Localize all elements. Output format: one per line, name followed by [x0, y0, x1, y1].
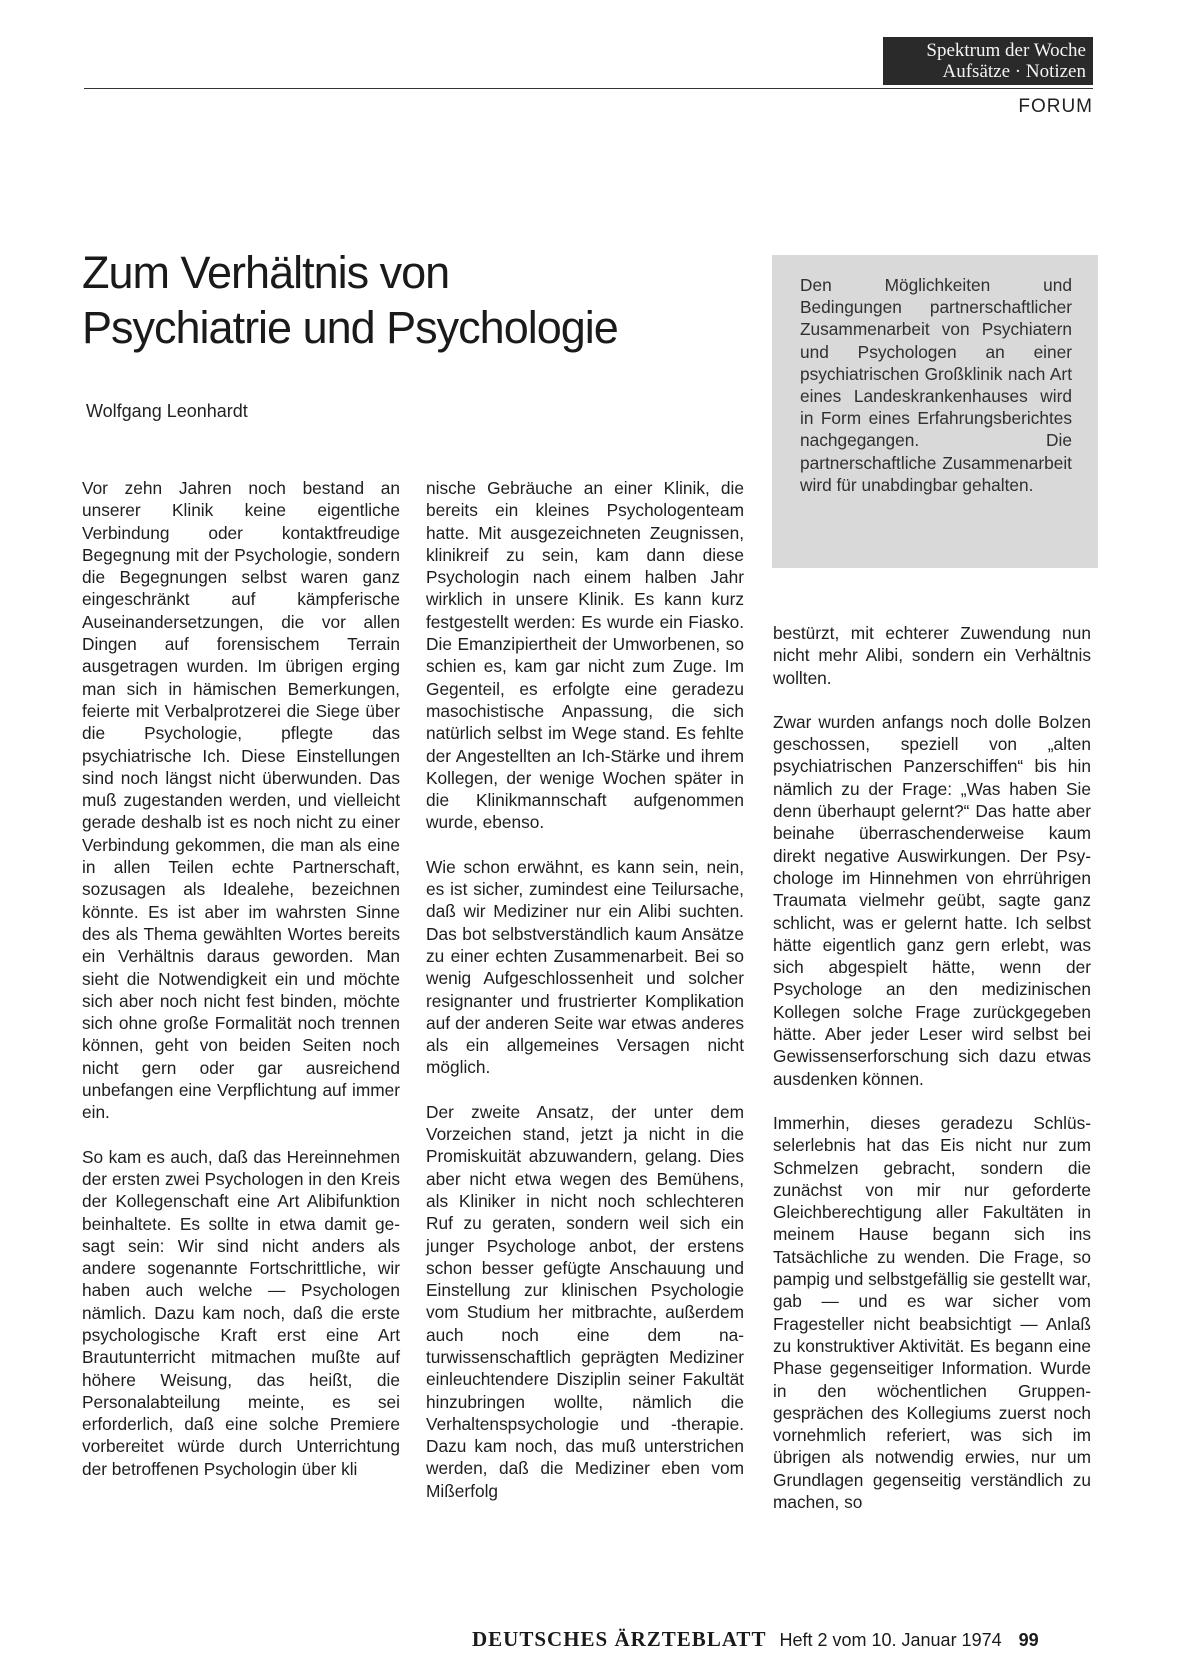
journal-name: DEUTSCHES ÄRZTEBLATT	[472, 1627, 767, 1651]
issue-info: Heft 2 vom 10. Januar 1974	[779, 1630, 1002, 1650]
paragraph: Zwar wurden anfangs noch dolle Bolzen geschossen, speziell von „alten psychiatrischen Panzerschiffen“ bis hin nämlich zu der Frage: „Was haben Sie denn überhaupt gelernt?“ Das hatte aber beinahe überraschenderweise kaum direkt negative Auswirkungen. Der Psychologe im Hinnehmen von ehrrührigen Traumata vielmehr geübt, sagte ganz schlicht, was er gelernt hatte. Ich selbst hätte eigentlich ganz gern erlebt, was sich abgespielt hätte, wenn der Psychologe an den medizinischen Kollegen solche Frage zurückgegeben hätte. Aber jeder Leser wird selbst bei Gewissenserforschung sich dazu etwas ausdenken können.	[773, 711, 1091, 1089]
section-tag-line1: Spektrum der Woche	[926, 40, 1086, 61]
paragraph: Wie schon erwähnt, es kann sein, nein, es ist sicher, zumindest eine Teilursache, daß wir Mediziner nur ein Alibi suchten. Das bot selbstverständlich kaum Ansätze zu einer echten Zusammenarbeit. Bei so wenig Aufgeschlossenheit und solcher resignanter und frustrierter Komplikation auf der anderen Seite war etwas anderes als ein allgemeines Versagen nicht möglich.	[426, 856, 744, 1078]
article-title	[82, 245, 618, 355]
paragraph: bestürzt, mit echterer Zuwendung nun nicht mehr Alibi, sondern ein Verhältnis wollten.	[773, 623, 1091, 688]
section-label: FORUM	[1018, 96, 1093, 117]
author-name: Wolfgang Leonhardt	[86, 401, 248, 421]
title-line-1: Zum Verhältnis von	[82, 247, 450, 298]
text-column-2	[426, 477, 744, 1524]
title-line-2: Psychiatrie und Psychologie	[82, 302, 618, 353]
section-tag	[883, 37, 1093, 85]
text-column-3	[773, 622, 1091, 1535]
header-rule	[84, 88, 1093, 89]
page-number: 99	[1018, 1630, 1039, 1650]
paragraph: So kam es auch, daß das Hereinnehmen der ersten zwei Psychologen in den Kreis der Kollegenschaft eine Art Alibifunktion beinhaltete. Es sollte in etwa damit gesagt sein: Wir sind nicht anders als andere sogenannte Fortschrittliche, wir haben auch welche — Psychologen nämlich. Dazu kam noch, daß die erste psychologische Kraft erst eine Art Brautunterricht mitmachen mußte auf höhere Weisung, das heißt, die Personalabteilung meinte, es sei erforderlich, daß eine solche Premiere vorbereitet würde durch Unterrichtung der betroffenen Psychologin über kli	[82, 1146, 400, 1479]
abstract-box: Den Möglichkeiten und Bedingungen partnerschaftlicher Zusammenarbeit von Psychiatern und Psychologen an einer psychiatrischen Großklinik nach Art eines Landeskrankenhauses wird in Form eines Erfahrungsberichtes nachgegangen. Die partnerschaftliche Zusammenarbeit wird für unabdingbar gehalten.	[772, 255, 1098, 568]
paragraph: nische Gebräuche an einer Klinik, die bereits ein kleines Psychologenteam hatte. Mit ausgezeichneten Zeugnissen, klinikreif zu sein, kam dann diese Psychologin nach einem halben Jahr wirklich in unsere Klinik. Es kann kurz festgestellt werden: Es wurde ein Fiasko. Die Emanzipiertheit der Umworbenen, so schien es, kam gar nicht zum Zuge. Im Gegenteil, es erfolgte eine geradezu masochistische Anpassung, die sich natürlich selbst im Wege stand. Es fehlte der Angestellten an Ich-Stärke und ihrem Kollegen, der wenige Wochen später in die Klinikmannschaft aufgenommen wurde, ebenso.	[426, 478, 744, 833]
page-footer	[472, 1627, 1039, 1652]
text-column-1	[82, 477, 400, 1502]
paragraph: Vor zehn Jahren noch bestand an unserer Klinik keine eigentliche Verbindung oder kontaktfreudige Begegnung mit der Psychologie, sondern die Begegnungen selbst waren ganz eingeschränkt auf kämpferische Auseinandersetzungen, die vor allen Dingen auf forensischem Terrain ausgetragen wurden. Im übrigen erging man sich in hämischen Bemerkungen, feierte mit Verbalprotzerei die Siege über die Psychologie, pflegte das psychiatrische Ich. Diese Einstellungen sind noch längst nicht überwunden. Das muß zugestanden werden, und vielleicht gerade deshalb ist es noch nicht zu einer Verbindung gekommen, die man als eine in allen Teilen echte Partnerschaft, sozusagen als Idealehe, bezeichnen könnte. Es ist aber im wahrsten Sinne des als Thema gewählten Wortes bereits ein Verhältnis daraus geworden. Man sieht die Notwendigkeit ein und möchte sich aber noch nicht fest binden, möchte sich ohne große Formalität noch trennen können, geht von beiden Seiten noch nicht gern oder gar ausreichend unbefangen eine Verpflichtung auf immer ein.	[82, 478, 400, 1123]
paragraph: Der zweite Ansatz, der unter dem Vorzeichen stand, jetzt ja nicht in die Promiskuität abzuwandern, gelang. Dies aber nicht etwa wegen des Bemühens, als Kliniker in nicht noch schlechteren Ruf zu geraten, sondern weil sich ein junger Psychologe anbot, der erstens schon besser gefügte Anschauung und Einstellung zur klinischen Psychologie vom Studium her mitbrachte, außerdem auch noch eine dem naturwissenschaftlich geprägten Mediziner einleuchtendere Disziplin seiner Fakultät hinzubringen wollte, nämlich die Verhaltenspsychologie und -therapie. Dazu kam noch, das muß unterstrichen werden, daß die Mediziner eben vom Mißerfolg	[426, 1101, 744, 1501]
paragraph: Immerhin, dieses geradezu Schlüsselerlebnis hat das Eis nicht nur zum Schmelzen gebracht, sondern die zunächst von mir nur geforderte Gleichberechtigung aller Fakultäten in meinem Hause begann sich ins Tatsächliche zu wenden. Die Frage, so pampig und selbstgefällig sie gestellt war, gab — und es war sicher vom Fragesteller nicht beabsichtigt — Anlaß zu konstruktiver Aktivität. Es begann eine Phase gegenseitiger Information. Wurde in den wöchentlichen Gruppengesprächen des Kollegiums zuerst noch vornehmlich referiert, was sich im übrigen als notwendig erwies, nur um Grundlagen gegenseitig verständlich zu machen, so	[773, 1112, 1091, 1512]
section-tag-line2: Aufsätze · Notizen	[942, 61, 1086, 82]
